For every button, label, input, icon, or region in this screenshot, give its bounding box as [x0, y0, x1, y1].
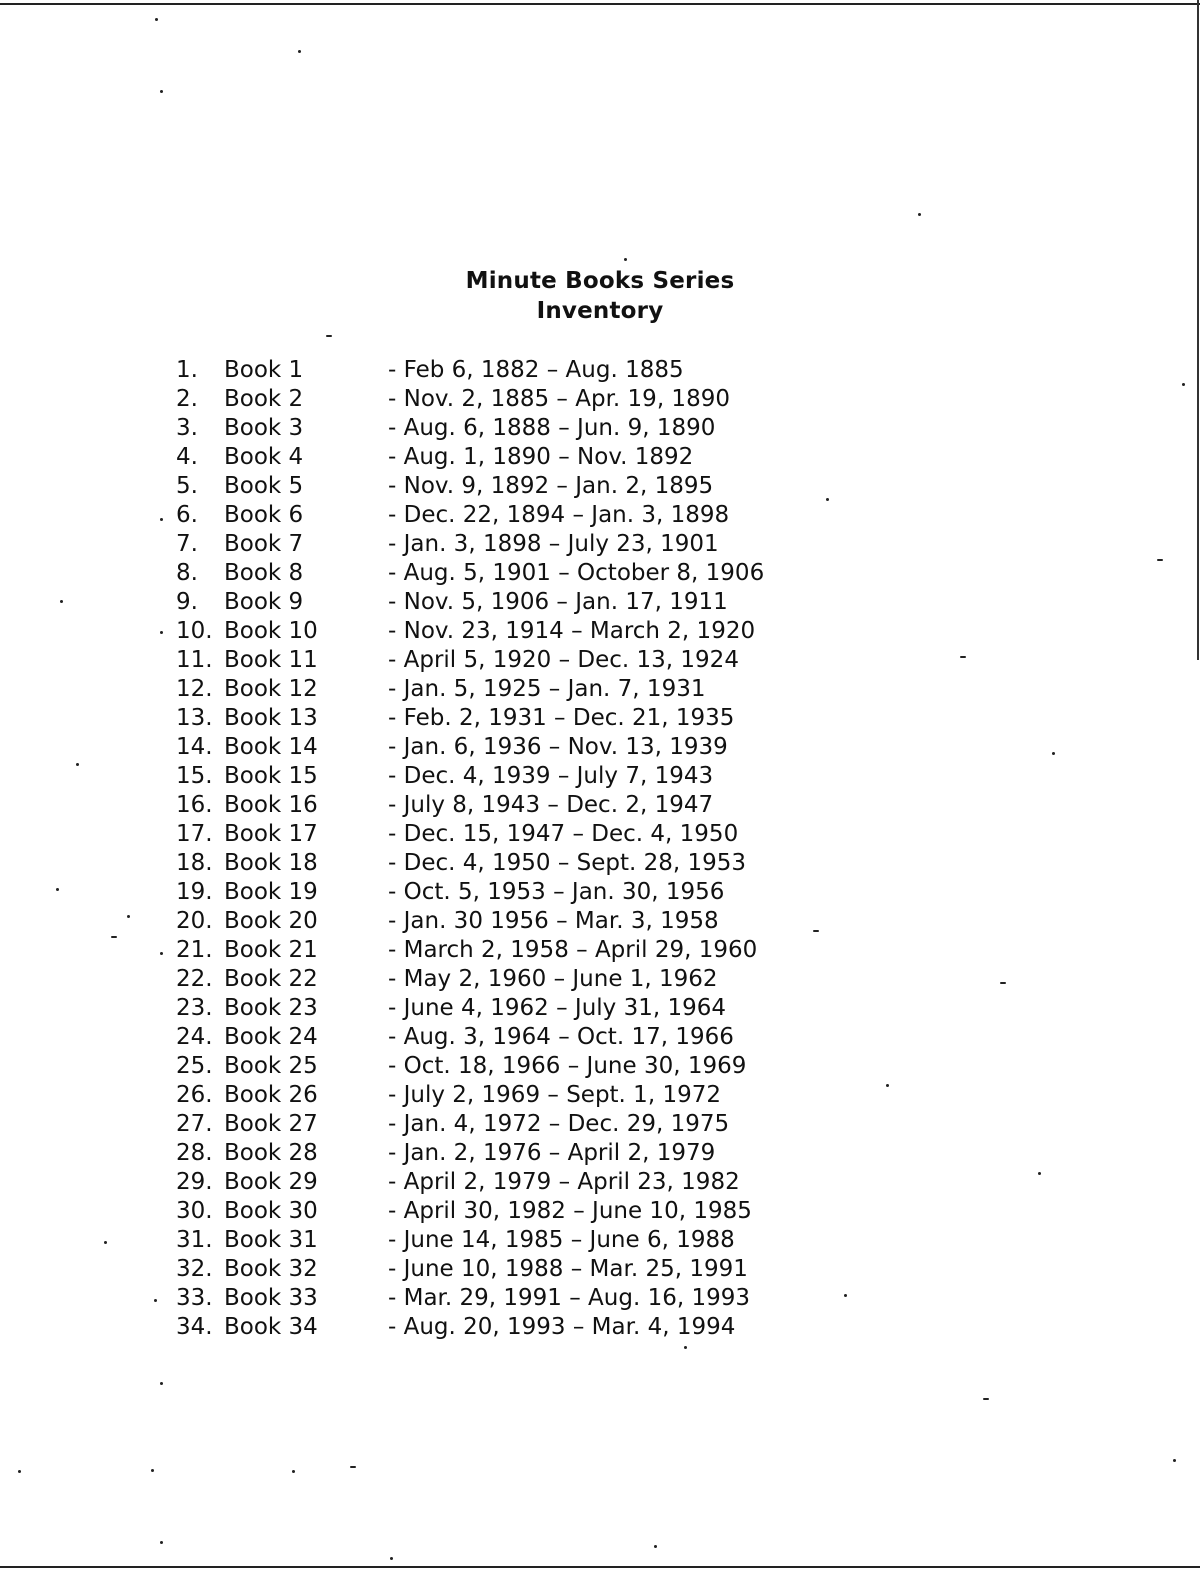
- scan-speck: [1157, 559, 1163, 561]
- scan-speck: [111, 936, 117, 938]
- inventory-row: [176, 732, 856, 761]
- inventory-row: [176, 442, 856, 471]
- row-number: 21.: [176, 936, 213, 963]
- date-range: - Oct. 5, 1953 – Jan. 30, 1956: [388, 878, 725, 905]
- book-name: Book 8: [224, 559, 304, 586]
- scan-speck: [350, 1466, 356, 1468]
- inventory-row: [176, 848, 856, 877]
- date-range: - April 2, 1979 – April 23, 1982: [388, 1168, 740, 1195]
- row-number: 27.: [176, 1110, 213, 1137]
- date-range: - Aug. 5, 1901 – October 8, 1906: [388, 559, 765, 586]
- row-number: 4.: [176, 443, 198, 470]
- book-name: Book 33: [224, 1284, 318, 1311]
- row-number: 24.: [176, 1023, 213, 1050]
- scan-speck: [104, 1241, 107, 1244]
- date-range: - Dec. 4, 1939 – July 7, 1943: [388, 762, 714, 789]
- row-number: 8.: [176, 559, 198, 586]
- date-range: - July 2, 1969 – Sept. 1, 1972: [388, 1081, 721, 1108]
- date-range: - Aug. 20, 1993 – Mar. 4, 1994: [388, 1313, 736, 1340]
- date-range: - Aug. 3, 1964 – Oct. 17, 1966: [388, 1023, 734, 1050]
- scan-speck: [292, 1470, 295, 1473]
- row-number: 22.: [176, 965, 213, 992]
- row-number: 12.: [176, 675, 213, 702]
- inventory-row: [176, 471, 856, 500]
- scan-speck: [160, 518, 163, 521]
- inventory-row: [176, 558, 856, 587]
- scan-speck: [1038, 1172, 1041, 1175]
- row-number: 31.: [176, 1226, 213, 1253]
- row-number: 32.: [176, 1255, 213, 1282]
- date-range: - Jan. 30 1956 – Mar. 3, 1958: [388, 907, 719, 934]
- date-range: - June 14, 1985 – June 6, 1988: [388, 1226, 735, 1253]
- date-range: - Feb 6, 1882 – Aug. 1885: [388, 356, 684, 383]
- inventory-row: [176, 993, 856, 1022]
- scan-speck: [160, 1382, 163, 1385]
- inventory-row: [176, 645, 856, 674]
- date-range: - Dec. 4, 1950 – Sept. 28, 1953: [388, 849, 747, 876]
- inventory-row: [176, 877, 856, 906]
- date-range: - Aug. 1, 1890 – Nov. 1892: [388, 443, 694, 470]
- date-range: - Oct. 18, 1966 – June 30, 1969: [388, 1052, 747, 1079]
- inventory-row: [176, 413, 856, 442]
- book-name: Book 14: [224, 733, 318, 760]
- scan-speck: [624, 258, 627, 261]
- book-name: Book 15: [224, 762, 318, 789]
- row-number: 20.: [176, 907, 213, 934]
- scan-speck: [960, 656, 966, 658]
- book-name: Book 10: [224, 617, 318, 644]
- date-range: - Dec. 22, 1894 – Jan. 3, 1898: [388, 501, 730, 528]
- date-range: - May 2, 1960 – June 1, 1962: [388, 965, 718, 992]
- scan-border-right: [1197, 0, 1199, 660]
- book-name: Book 5: [224, 472, 304, 499]
- book-name: Book 32: [224, 1255, 318, 1282]
- book-name: Book 26: [224, 1081, 318, 1108]
- book-name: Book 7: [224, 530, 304, 557]
- scan-speck: [1182, 383, 1185, 386]
- date-range: - Feb. 2, 1931 – Dec. 21, 1935: [388, 704, 735, 731]
- book-name: Book 12: [224, 675, 318, 702]
- row-number: 11.: [176, 646, 213, 673]
- book-name: Book 13: [224, 704, 318, 731]
- inventory-row: [176, 1196, 856, 1225]
- date-range: - Nov. 23, 1914 – March 2, 1920: [388, 617, 756, 644]
- scan-speck: [326, 335, 332, 337]
- inventory-row: [176, 935, 856, 964]
- row-number: 28.: [176, 1139, 213, 1166]
- row-number: 29.: [176, 1168, 213, 1195]
- inventory-row: [176, 1051, 856, 1080]
- scan-speck: [56, 888, 59, 891]
- book-name: Book 19: [224, 878, 318, 905]
- book-name: Book 9: [224, 588, 304, 615]
- inventory-row: [176, 964, 856, 993]
- book-name: Book 18: [224, 849, 318, 876]
- row-number: 2.: [176, 385, 198, 412]
- date-range: - Aug. 6, 1888 – Jun. 9, 1890: [388, 414, 716, 441]
- scan-speck: [18, 1470, 21, 1473]
- book-name: Book 29: [224, 1168, 318, 1195]
- book-name: Book 34: [224, 1313, 318, 1340]
- book-name: Book 1: [224, 356, 304, 383]
- inventory-row: [176, 790, 856, 819]
- book-name: Book 4: [224, 443, 304, 470]
- book-name: Book 6: [224, 501, 304, 528]
- row-number: 5.: [176, 472, 198, 499]
- scan-speck: [1173, 1459, 1176, 1462]
- row-number: 9.: [176, 588, 198, 615]
- book-name: Book 20: [224, 907, 318, 934]
- inventory-row: [176, 384, 856, 413]
- scan-speck: [154, 1299, 157, 1302]
- scan-border-top: [0, 3, 1200, 5]
- row-number: 30.: [176, 1197, 213, 1224]
- row-number: 18.: [176, 849, 213, 876]
- book-name: Book 31: [224, 1226, 318, 1253]
- inventory-row: [176, 906, 856, 935]
- book-name: Book 3: [224, 414, 304, 441]
- inventory-row: [176, 1167, 856, 1196]
- book-name: Book 17: [224, 820, 318, 847]
- scan-speck: [983, 1398, 989, 1400]
- scan-speck: [160, 631, 163, 634]
- scan-speck: [1052, 752, 1055, 755]
- date-range: - Dec. 15, 1947 – Dec. 4, 1950: [388, 820, 739, 847]
- scan-speck: [654, 1545, 657, 1548]
- date-range: - Jan. 4, 1972 – Dec. 29, 1975: [388, 1110, 730, 1137]
- row-number: 7.: [176, 530, 198, 557]
- row-number: 26.: [176, 1081, 213, 1108]
- date-range: - April 30, 1982 – June 10, 1985: [388, 1197, 752, 1224]
- inventory-row: [176, 355, 856, 384]
- scan-speck: [76, 763, 79, 766]
- row-number: 16.: [176, 791, 213, 818]
- book-name: Book 24: [224, 1023, 318, 1050]
- row-number: 33.: [176, 1284, 213, 1311]
- scan-speck: [160, 90, 163, 93]
- inventory-row: [176, 1138, 856, 1167]
- book-name: Book 11: [224, 646, 318, 673]
- scan-speck: [155, 18, 158, 21]
- row-number: 6.: [176, 501, 198, 528]
- title-line-2: Inventory: [536, 298, 664, 324]
- inventory-row: [176, 1312, 856, 1341]
- inventory-row: [176, 1109, 856, 1138]
- inventory-row: [176, 703, 856, 732]
- row-number: 34.: [176, 1313, 213, 1340]
- scan-speck: [151, 1469, 154, 1472]
- row-number: 15.: [176, 762, 213, 789]
- inventory-row: [176, 616, 856, 645]
- book-name: Book 28: [224, 1139, 318, 1166]
- date-range: - June 4, 1962 – July 31, 1964: [388, 994, 727, 1021]
- row-number: 10.: [176, 617, 213, 644]
- scan-speck: [160, 952, 163, 955]
- inventory-row: [176, 761, 856, 790]
- date-range: - April 5, 1920 – Dec. 13, 1924: [388, 646, 739, 673]
- inventory-row: [176, 1225, 856, 1254]
- date-range: - Nov. 2, 1885 – Apr. 19, 1890: [388, 385, 730, 412]
- book-name: Book 30: [224, 1197, 318, 1224]
- date-range: - Jan. 2, 1976 – April 2, 1979: [388, 1139, 716, 1166]
- scan-speck: [160, 1541, 163, 1544]
- scan-speck: [918, 213, 921, 216]
- inventory-row: [176, 587, 856, 616]
- scan-speck: [298, 50, 301, 53]
- date-range: - Nov. 9, 1892 – Jan. 2, 1895: [388, 472, 714, 499]
- scan-speck: [60, 600, 63, 603]
- row-number: 17.: [176, 820, 213, 847]
- inventory-row: [176, 674, 856, 703]
- date-range: - Jan. 5, 1925 – Jan. 7, 1931: [388, 675, 706, 702]
- document-title: [400, 266, 800, 326]
- inventory-row: [176, 1080, 856, 1109]
- row-number: 13.: [176, 704, 213, 731]
- book-name: Book 2: [224, 385, 304, 412]
- scan-speck: [684, 1346, 687, 1349]
- row-number: 3.: [176, 414, 198, 441]
- book-name: Book 27: [224, 1110, 318, 1137]
- date-range: - June 10, 1988 – Mar. 25, 1991: [388, 1255, 748, 1282]
- inventory-row: [176, 1283, 856, 1312]
- inventory-row: [176, 1022, 856, 1051]
- scan-speck: [127, 915, 130, 918]
- row-number: 23.: [176, 994, 213, 1021]
- row-number: 14.: [176, 733, 213, 760]
- date-range: - March 2, 1958 – April 29, 1960: [388, 936, 758, 963]
- scan-speck: [390, 1557, 393, 1560]
- book-name: Book 16: [224, 791, 318, 818]
- title-line-1: Minute Books Series: [465, 268, 735, 294]
- row-number: 25.: [176, 1052, 213, 1079]
- scan-speck: [1000, 982, 1006, 984]
- scan-border-bottom: [0, 1566, 1200, 1568]
- row-number: 1.: [176, 356, 198, 383]
- book-name: Book 25: [224, 1052, 318, 1079]
- date-range: - July 8, 1943 – Dec. 2, 1947: [388, 791, 714, 818]
- scan-speck: [886, 1084, 889, 1087]
- date-range: - Jan. 6, 1936 – Nov. 13, 1939: [388, 733, 728, 760]
- book-name: Book 21: [224, 936, 318, 963]
- inventory-row: [176, 819, 856, 848]
- book-name: Book 23: [224, 994, 318, 1021]
- book-name: Book 22: [224, 965, 318, 992]
- inventory-row: [176, 500, 856, 529]
- inventory-list: [176, 355, 856, 1341]
- inventory-row: [176, 529, 856, 558]
- row-number: 19.: [176, 878, 213, 905]
- inventory-row: [176, 1254, 856, 1283]
- date-range: - Mar. 29, 1991 – Aug. 16, 1993: [388, 1284, 751, 1311]
- date-range: - Nov. 5, 1906 – Jan. 17, 1911: [388, 588, 728, 615]
- date-range: - Jan. 3, 1898 – July 23, 1901: [388, 530, 719, 557]
